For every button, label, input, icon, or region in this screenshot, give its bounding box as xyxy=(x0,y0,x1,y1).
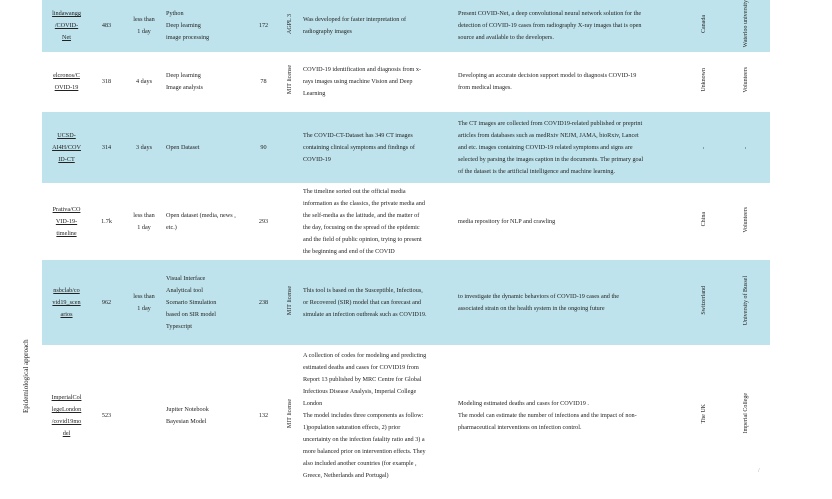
project-link-td xyxy=(42,346,91,486)
organization-cell-td xyxy=(722,112,770,184)
forks-count-td: 172 xyxy=(250,0,277,53)
project-link-td xyxy=(42,260,91,346)
project-link[interactable]: UCSD- AI4H/COV ID-CT xyxy=(52,131,81,163)
organization-cell: University of Bussel xyxy=(743,275,749,326)
purpose-cell-td: Modeling estimated deaths and cases for COVID19 . The model can estimate the number of infections and the impact of non- pharmaceutical interventions on infection control. xyxy=(458,346,686,486)
stars-count-td: 962 xyxy=(91,260,122,346)
forks-count-td: 78 xyxy=(250,53,277,112)
project-link[interactable]: nsbclab/co vid19_scen arios xyxy=(52,286,81,318)
organization-cell-td xyxy=(722,53,770,112)
tools-cell-td: Deep learning Image analysis xyxy=(166,53,250,112)
license-cell: MIT license xyxy=(287,285,293,315)
country-cell-td xyxy=(686,346,722,486)
stars-count-td: 318 xyxy=(91,53,122,112)
project-link[interactable]: Prativa/CO VID-19- timeline xyxy=(52,205,81,237)
description-cell-td: The COVID-CT-Dataset has 349 CT images containing clinical symptoms and findings of COVID-19 xyxy=(303,112,458,184)
project-link[interactable]: elcronos/C OVID-19 xyxy=(53,72,80,92)
stars-count-td: 483 xyxy=(91,0,122,53)
time-value-td: less than 1 day xyxy=(122,184,166,260)
purpose-cell-td: to investigate the dynamic behaviors of COVID-19 cases and the associated strain on the health system in the ongoing future xyxy=(458,260,686,346)
organization-cell-td xyxy=(722,0,770,53)
description-cell-td: A collection of codes for modeling and predicting estimated deaths and cases for COVID19 from Report 13 published by MRC Centre for Global Infectious Disease Analysis, Imperial College London The model includes three components as follow: 1)population saturation effects, 2) prior uncertainty on the infection fatality ratio and 3) a more balanced prior on intervention effects. They also included another countries (for example , Greece, Netherlands and Portugal) xyxy=(303,346,458,486)
organization-cell: - xyxy=(743,146,749,149)
organization-cell-td xyxy=(722,260,770,346)
description-cell-td: Was developed for faster interpretation of radiography images xyxy=(303,0,458,53)
country-cell: The UK xyxy=(701,403,707,424)
tools-cell-td: Open dataset (media, news , etc.) xyxy=(166,184,250,260)
projects-table xyxy=(42,0,770,486)
time-value-td: 3 days xyxy=(122,112,166,184)
table-row xyxy=(42,112,770,184)
license-cell: MIT license xyxy=(287,65,293,95)
corner-mark: / xyxy=(758,468,760,474)
country-cell-td xyxy=(686,112,722,184)
country-cell: Unknown xyxy=(701,68,707,92)
tools-cell-td: Visual Interface Analytical tool Scenario Simulation based on SIR model Typescript xyxy=(166,260,250,346)
time-value-td xyxy=(122,346,166,486)
license-cell-td xyxy=(277,53,303,112)
country-cell-td xyxy=(686,184,722,260)
table-row xyxy=(42,0,770,53)
tools-cell-td: Jupiter Notebook Bayesian Model xyxy=(166,346,250,486)
organization-cell: Waterloo university xyxy=(743,0,749,48)
project-link-td xyxy=(42,112,91,184)
license-cell-td xyxy=(277,112,303,184)
stars-count-td: 523 xyxy=(91,346,122,486)
description-cell-td: COVID-19 identification and diagnosis from x- rays images using machine Vision and Deep Learning xyxy=(303,53,458,112)
country-cell: Canada xyxy=(701,14,707,33)
project-link[interactable]: ImperialCol legeLondon /covid19mo del xyxy=(51,393,82,437)
purpose-cell-td: Present COVID-Net, a deep convolutional neural network solution for the detection of COVID-19 cases from radiography X-ray images that is open source and available to the developers. xyxy=(458,0,686,53)
time-value-td: less than 1 day xyxy=(122,260,166,346)
purpose-cell-td: The CT images are collected from COVID19-related published or preprint articles from databases such as medRxiv NEJM, JAMA, bioRxiv, Lancet and etc. images containing COVID-19 related symptoms and signs are selected by parsing the images caption in the documents. The primary goal of the dataset is the artificial intelligence and machine learning. xyxy=(458,112,686,184)
license-cell-td xyxy=(277,346,303,486)
tools-cell-td: Open Dataset xyxy=(166,112,250,184)
organization-cell: Volunteers xyxy=(743,67,749,93)
purpose-cell-td: media repository for NLP and crawling xyxy=(458,184,686,260)
license-cell-td xyxy=(277,184,303,260)
forks-count-td: 132 xyxy=(250,346,277,486)
stars-count-td: 314 xyxy=(91,112,122,184)
forks-count-td: 293 xyxy=(250,184,277,260)
organization-cell-td xyxy=(722,184,770,260)
table-row xyxy=(42,53,770,112)
license-cell-td xyxy=(277,0,303,53)
project-link-td xyxy=(42,184,91,260)
description-cell-td: The timeline sorted out the official media information as the classics, the private media and the self-media as the latitude, and the matter of the day, focusing on the spread of the epidemic and the field of public opinion, trying to present the beginning and end of the COVID xyxy=(303,184,458,260)
time-value-td: less than 1 day xyxy=(122,0,166,53)
country-cell: Switzerland xyxy=(701,286,707,315)
organization-cell-td xyxy=(722,346,770,486)
license-cell: MIT license xyxy=(287,398,293,428)
license-cell: AGPL 3 xyxy=(287,13,293,34)
organization-cell: Volunteers xyxy=(743,206,749,233)
description-cell-td: This tool is based on the Susceptible, Infectious, or Recovered (SIR) model that can forecast and simulate an infection outbreak such as COVID19. xyxy=(303,260,458,346)
country-cell: China xyxy=(701,212,707,227)
table-row xyxy=(42,346,770,486)
purpose-cell-td: Developing an accurate decision support model to diagnosis COVID-19 from medical images. xyxy=(458,53,686,112)
country-cell-td xyxy=(686,0,722,53)
table-row xyxy=(42,184,770,260)
section-label: Epidemiological approach xyxy=(22,339,30,413)
table-row xyxy=(42,260,770,346)
country-cell-td xyxy=(686,53,722,112)
project-link-td xyxy=(42,53,91,112)
forks-count-td: 238 xyxy=(250,260,277,346)
forks-count-td: 90 xyxy=(250,112,277,184)
project-link[interactable]: lindawangg /COVID- Net xyxy=(52,10,81,42)
stars-count-td: 1.7k xyxy=(91,184,122,260)
project-link-td xyxy=(42,0,91,53)
tools-cell-td: Python Deep learning image processing xyxy=(166,0,250,53)
country-cell: - xyxy=(701,146,707,149)
country-cell-td xyxy=(686,260,722,346)
license-cell-td xyxy=(277,260,303,346)
time-value-td: 4 days xyxy=(122,53,166,112)
organization-cell: Imperial College xyxy=(743,393,749,434)
